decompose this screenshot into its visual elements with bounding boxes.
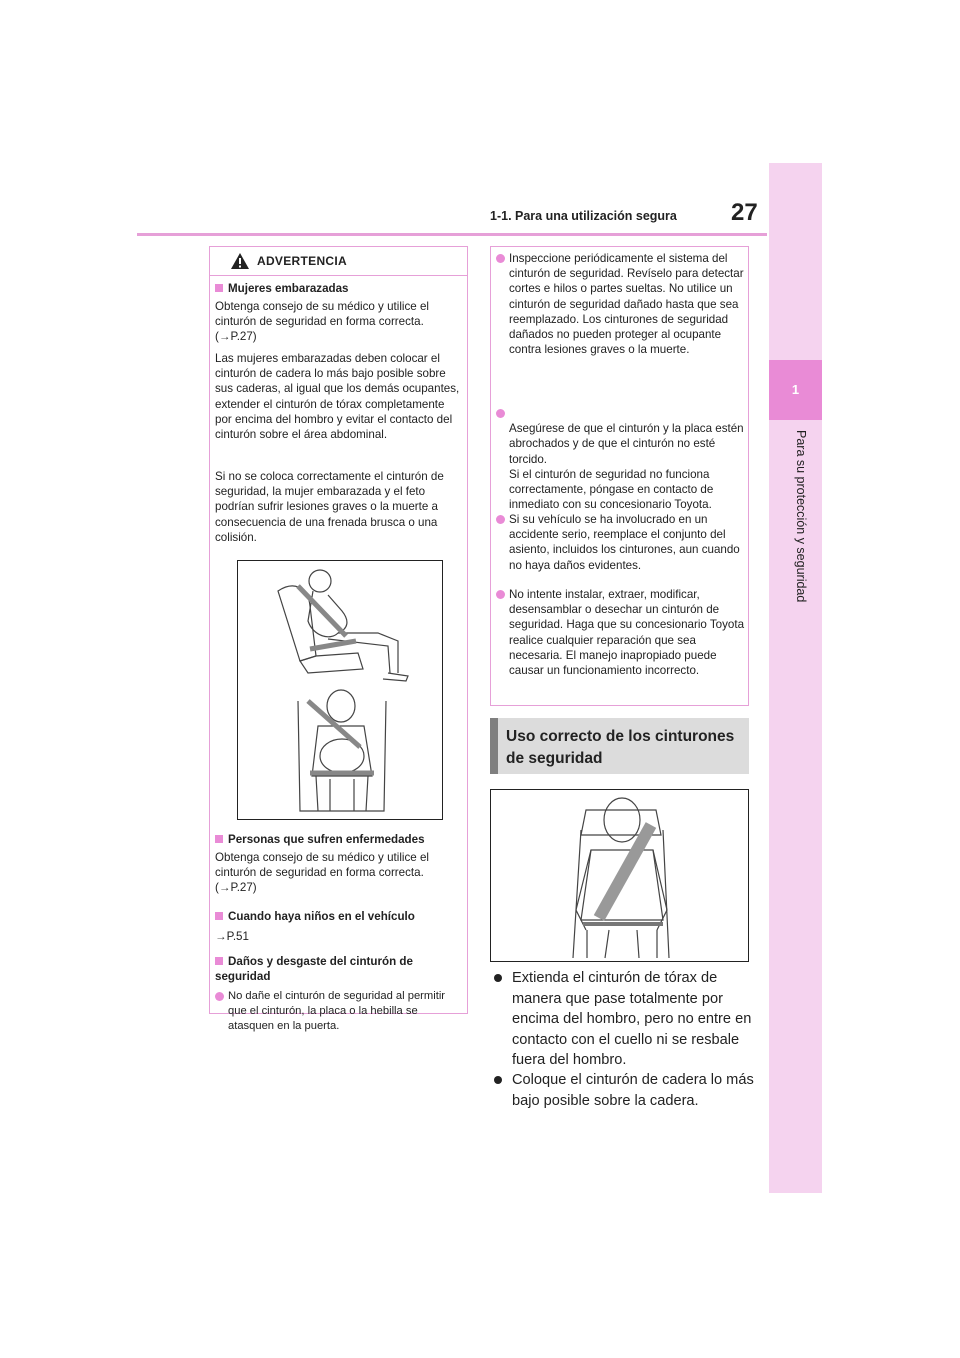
pregnant-seatbelt-figure bbox=[237, 560, 443, 820]
pregnant-paragraph-3: Si no se coloca correctamente el cinturón de seguridad, la mujer embarazada y el feto podrían sufrir lesiones graves o la muerte a consecuencia de una frenada brusca o una colisión. bbox=[215, 470, 444, 544]
pregnant-woman-illustration bbox=[238, 561, 442, 819]
square-bullet-icon bbox=[215, 957, 223, 965]
chapter-number-tab bbox=[769, 360, 822, 420]
round-bullet-icon bbox=[496, 254, 505, 263]
illness-paragraph: Obtenga consejo de su médico y utilice el cinturón de seguridad en forma correcta. (→P.27) bbox=[215, 851, 429, 895]
seated-driver-illustration bbox=[491, 790, 748, 961]
pregnant-paragraph-2: Las mujeres embarazadas deben colocar el cinturón de cadera lo más bajo posible sobre sus caderas, al igual que los demás ocupantes, extender el cinturón de tórax completamente por encima del hombro y evitar el contacto del cinturón sobre el área abdominal. bbox=[215, 352, 460, 442]
round-bullet-icon bbox=[494, 974, 502, 982]
chapter-label: Para su protección y seguridad bbox=[794, 430, 808, 603]
warning-triangle-icon bbox=[230, 252, 250, 270]
children-reference: →P.51 bbox=[215, 930, 249, 943]
section-heading: Uso correcto de los cinturones de seguridad bbox=[490, 718, 749, 774]
children-heading: Cuando haya niños en el vehículo bbox=[215, 909, 463, 924]
chapter-side-tab bbox=[769, 163, 822, 1193]
damage-heading: Daños y desgaste del cinturón de seguridad bbox=[215, 955, 413, 984]
warning-title: ADVERTENCIA bbox=[257, 254, 347, 268]
header-rule bbox=[137, 233, 767, 236]
round-bullet-icon bbox=[215, 992, 224, 1001]
square-bullet-icon bbox=[215, 912, 223, 920]
square-bullet-icon bbox=[215, 835, 223, 843]
instruction-lap-belt: Coloque el cinturón de cadera lo más bajo posible sobre la cadera. bbox=[494, 1070, 770, 1111]
warning-bullet-inspect: Inspeccione periódicamente el sistema del cinturón de seguridad. Revíselo para detectar cortes e hilos o partes sueltas. No utilice un cinturón de seguridad dañado hasta que sea reemplazado. Los cinturones de seguridad dañados no pueden proteger al ocupante contra lesiones graves o la muerte. bbox=[496, 251, 745, 357]
seatbelt-correct-use-figure bbox=[490, 789, 749, 962]
pregnant-heading: Mujeres embarazadas bbox=[215, 281, 463, 296]
warning-bullet-fastened: Asegúrese de que el cinturón y la placa estén abrochados y de que el cinturón no esté torcido. Si el cinturón de seguridad no funciona correctamente, póngase en contacto de inmediato con su concesionario Toyota. bbox=[496, 406, 745, 512]
warning-bullet-accident: Si su vehículo se ha involucrado en un accidente serio, reemplace el conjunto del asiento, incluidos los cinturones, aun cuando no haya daños evidentes. bbox=[496, 512, 745, 573]
section-title: 1-1. Para una utilización segura bbox=[490, 209, 677, 223]
damage-bullet: No dañe el cinturón de seguridad al permitir que el cinturón, la placa o la hebilla se atasquen en la puerta. bbox=[215, 989, 464, 1033]
round-bullet-icon bbox=[496, 409, 505, 418]
chapter-number: 1 bbox=[791, 382, 800, 397]
illness-heading: Personas que sufren enfermedades bbox=[215, 832, 463, 847]
warning-header bbox=[210, 247, 467, 276]
round-bullet-icon bbox=[496, 590, 505, 599]
warning-box-continued bbox=[490, 246, 749, 706]
square-bullet-icon bbox=[215, 284, 223, 292]
warning-box bbox=[209, 246, 468, 1032]
round-bullet-icon bbox=[494, 1076, 502, 1084]
page-number: 27 bbox=[731, 199, 758, 226]
round-bullet-icon bbox=[496, 515, 505, 524]
warning-bullet-modify: No intente instalar, extraer, modificar, desensamblar o desechar un cinturón de seguridad. Haga que su concesionario Toyota realice cualquier reparación que sea necesaria. El manejo inapropiado puede causar un funcionamiento incorrecto. bbox=[496, 587, 745, 678]
pregnant-paragraph-1: Obtenga consejo de su médico y utilice el cinturón de seguridad en forma correcta. (→P.27) bbox=[215, 300, 429, 344]
instruction-shoulder-belt: Extienda el cinturón de tórax de manera que pase totalmente por encima del hombro, pero no entre en contacto con el cuello ni se resbale fuera del hombro. bbox=[494, 968, 770, 1071]
